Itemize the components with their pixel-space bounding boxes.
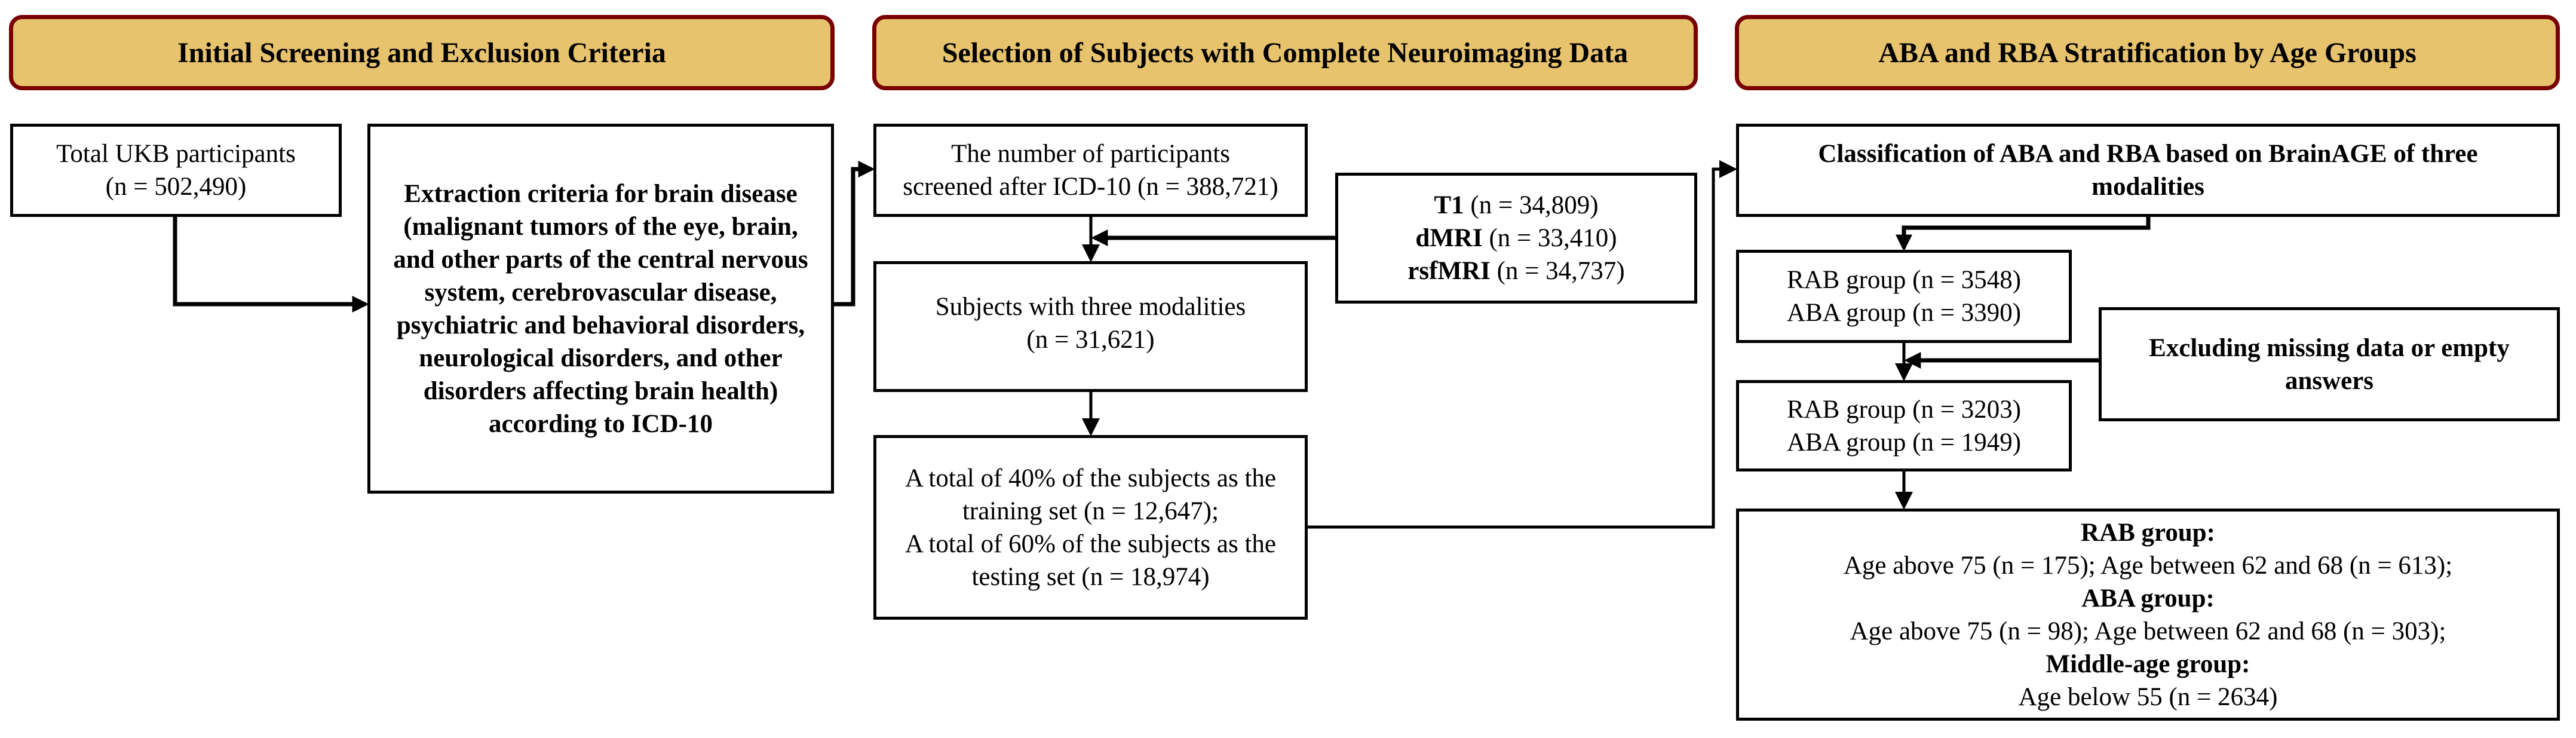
initial-groups-box (1736, 250, 2072, 343)
header-age-stratification: ABA and RBA Stratification by Age Groups (1735, 15, 2560, 90)
total-participants-count: (n = 502,490) (105, 173, 247, 201)
exclusion-box (2099, 307, 2560, 421)
exclusion-line-1: Excluding missing data or empty (2149, 333, 2510, 362)
total-participants-box (10, 124, 342, 217)
extraction-criteria-box (367, 124, 834, 494)
modality-rsfmri: rsfMRI (n = 34,737) (1407, 257, 1625, 285)
exclusion-line-2: answers (2284, 366, 2374, 395)
classification-line-1: Classification of ABA and RBA based on BrainAGE of three (1818, 140, 2478, 168)
aba-stratification-title: ABA group: (2081, 584, 2215, 613)
train-test-split-box (873, 435, 1308, 620)
three-modalities-count: (n = 31,621) (1026, 326, 1155, 354)
training-line-2: training set (n = 12,647); (962, 497, 1219, 525)
middle-age-stratification-title: Middle-age group: (2046, 650, 2250, 678)
rab-group-initial: RAB group (n = 3548) (1786, 266, 2022, 294)
modality-t1: T1 (n = 34,809) (1434, 191, 1599, 219)
three-modalities-label: Subjects with three modalities (935, 293, 1246, 321)
aba-stratification-detail: Age above 75 (n = 98); Age between 62 and 68 (n = 303); (1850, 617, 2446, 645)
extraction-criteria-text: Extraction criteria for brain disease (malignant tumors of the eye, brain, and other parts of the central nervous system, cerebrovascular disease, psychiatric and behavioral disorders, neurological disorders, and other disorders affecting brain health) according to ICD-10 (393, 179, 808, 438)
testing-line-1: A total of 60% of the subjects as the (905, 529, 1276, 558)
classification-line-2: modalities (2092, 173, 2204, 201)
rab-group-final: RAB group (n = 3203) (1786, 395, 2022, 424)
screened-label: The number of participants (951, 140, 1230, 168)
aba-group-initial: ABA group (n = 3390) (1786, 299, 2022, 327)
header-initial-screening: Initial Screening and Exclusion Criteria (9, 15, 835, 90)
classification-box (1736, 124, 2560, 217)
middle-age-stratification-detail: Age below 55 (n = 2634) (2018, 682, 2278, 711)
screened-participants-box (873, 124, 1308, 217)
modality-dmri: dMRI (n = 33,410) (1415, 224, 1617, 252)
modalities-box (1335, 173, 1697, 304)
three-modalities-box (873, 261, 1308, 392)
arrow-classification-to-groups (1904, 217, 2148, 248)
screened-count: screened after ICD-10 (n = 388,721) (903, 173, 1278, 201)
arrow-extraction-to-screened (834, 169, 872, 304)
total-participants-label: Total UKB participants (56, 140, 296, 168)
arrow-total-to-extraction (175, 217, 366, 304)
training-line-1: A total of 40% of the subjects as the (905, 464, 1276, 492)
stratification-box (1736, 509, 2560, 721)
aba-group-final: ABA group (n = 1949) (1786, 428, 2022, 457)
final-groups-box (1736, 380, 2072, 471)
header-neuroimaging-selection: Selection of Subjects with Complete Neuroimaging Data (872, 15, 1698, 90)
rab-stratification-title: RAB group: (2081, 518, 2215, 547)
testing-line-2: testing set (n = 18,974) (971, 562, 1210, 591)
rab-stratification-detail: Age above 75 (n = 175); Age between 62 and 68 (n = 613); (1843, 551, 2453, 580)
